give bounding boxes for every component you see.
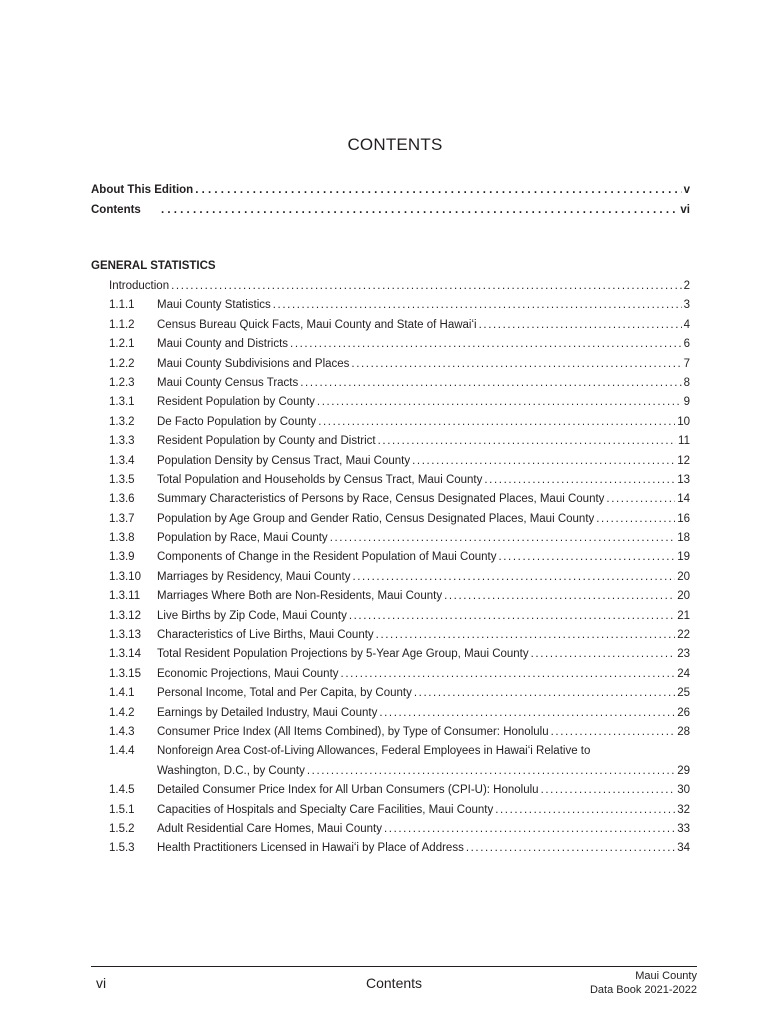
toc-entry[interactable] bbox=[109, 510, 690, 529]
toc-entry-page: 11 bbox=[678, 435, 690, 448]
toc-entry-page: vi bbox=[680, 204, 690, 216]
toc-entry-label: Health Practitioners Licensed in Hawaiʻi by Place of Address bbox=[157, 842, 464, 855]
toc-entry-page: 32 bbox=[677, 803, 690, 816]
toc-entry[interactable] bbox=[109, 452, 690, 471]
toc-entry-page: 12 bbox=[677, 454, 690, 467]
toc-entry-number: 1.1.1 bbox=[109, 299, 135, 312]
dot-leader bbox=[498, 548, 675, 567]
toc-entry-label: Maui County and Districts bbox=[157, 338, 289, 351]
toc-entry-number: 1.3.7 bbox=[109, 512, 135, 525]
toc-entry-label: Marriages Where Both are Non-Residents, Maui County bbox=[157, 590, 443, 603]
toc-entry-number: 1.5.2 bbox=[109, 822, 135, 835]
toc-entry-label: Components of Change in the Resident Population of Maui County bbox=[157, 551, 497, 564]
toc-entry-number: 1.3.13 bbox=[109, 629, 141, 642]
toc-entry-page: v bbox=[683, 184, 690, 196]
toc-entry[interactable] bbox=[109, 665, 690, 684]
toc-entry[interactable] bbox=[109, 781, 690, 800]
toc-entry-label: About This Edition bbox=[91, 184, 194, 196]
footer-page-number: vi bbox=[96, 975, 107, 991]
toc-entry-number: 1.2.2 bbox=[109, 357, 135, 370]
toc-entry[interactable] bbox=[109, 801, 690, 820]
dot-leader bbox=[414, 684, 675, 703]
footer-publication-line2: Data Book 2021-2022 bbox=[589, 984, 697, 996]
toc-entry-page: 10 bbox=[677, 415, 690, 428]
toc-entry-label: Population Density by Census Tract, Maui County bbox=[157, 454, 411, 467]
toc-front-entry-about[interactable] bbox=[91, 183, 690, 197]
toc-entry[interactable] bbox=[109, 607, 690, 626]
dot-leader bbox=[351, 355, 681, 374]
toc-entry[interactable] bbox=[109, 548, 690, 567]
dot-leader bbox=[317, 393, 682, 412]
toc-front-entry-contents[interactable] bbox=[91, 203, 690, 217]
toc-entry-number: 1.1.2 bbox=[109, 318, 135, 331]
toc-entry-number: 1.2.3 bbox=[109, 376, 135, 389]
toc-entry-label: Personal Income, Total and Per Capita, by County bbox=[157, 687, 412, 700]
toc-entry-page: 34 bbox=[677, 842, 690, 855]
toc-entry[interactable] bbox=[109, 568, 690, 587]
toc-entry-label: Maui County Census Tracts bbox=[157, 376, 299, 389]
toc-entry-label: Summary Characteristics of Persons by Race, Census Designated Places, Maui County bbox=[157, 493, 605, 506]
dot-leader bbox=[376, 626, 676, 645]
dot-leader bbox=[596, 510, 675, 529]
toc-entry[interactable] bbox=[109, 684, 690, 703]
dot-leader bbox=[444, 587, 675, 606]
footer-rule bbox=[91, 966, 697, 967]
toc-entry-label: De Facto Population by County bbox=[157, 415, 317, 428]
toc-entry-number: 1.3.15 bbox=[109, 667, 141, 680]
dot-leader bbox=[466, 839, 675, 858]
toc-entry-number: 1.2.1 bbox=[109, 338, 135, 351]
toc-entry-label: Population by Race, Maui County bbox=[157, 532, 328, 545]
toc-entry-page: 28 bbox=[677, 725, 690, 738]
dot-leader bbox=[541, 781, 676, 800]
toc-entry-page: 23 bbox=[677, 648, 690, 661]
toc-entry-number: 1.3.5 bbox=[109, 473, 135, 486]
toc-entry-label: Capacities of Hospitals and Specialty Care Facilities, Maui County bbox=[157, 803, 494, 816]
toc-entry[interactable] bbox=[109, 820, 690, 839]
toc-entry[interactable] bbox=[109, 742, 690, 761]
toc-entry[interactable] bbox=[109, 723, 690, 742]
toc-entry-page: 29 bbox=[677, 764, 690, 777]
toc-entry-page: 16 bbox=[677, 512, 690, 525]
dot-leader bbox=[495, 801, 675, 820]
toc-entry-label: Population by Age Group and Gender Ratio, Census Designated Places, Maui County bbox=[157, 512, 595, 525]
toc-entry-page: 26 bbox=[677, 706, 690, 719]
dot-leader bbox=[349, 607, 675, 626]
dot-leader bbox=[379, 704, 675, 723]
toc-entry-number: 1.5.3 bbox=[109, 842, 135, 855]
toc-entry-label: Maui County Subdivisions and Places bbox=[157, 357, 350, 370]
dot-leader bbox=[551, 723, 676, 742]
toc-entry-number: 1.4.1 bbox=[109, 687, 135, 700]
footer-publication bbox=[590, 969, 697, 997]
toc-entry[interactable] bbox=[109, 645, 690, 664]
toc-entry[interactable] bbox=[109, 413, 690, 432]
toc-entry-page: 18 bbox=[677, 532, 690, 545]
toc-entry[interactable] bbox=[109, 335, 690, 354]
dot-leader bbox=[300, 374, 681, 393]
toc-entry-page: 24 bbox=[677, 667, 690, 680]
toc-entry[interactable] bbox=[109, 432, 690, 451]
toc-entry-number: 1.3.1 bbox=[109, 396, 135, 409]
toc-entry-page: 2 bbox=[683, 280, 690, 292]
toc-entry-label: Adult Residential Care Homes, Maui County bbox=[157, 822, 382, 835]
toc-entry-label: Earnings by Detailed Industry, Maui County bbox=[157, 706, 378, 719]
toc-entry-page: 8 bbox=[683, 376, 690, 389]
toc-entry-introduction[interactable] bbox=[109, 277, 690, 296]
toc-entry-number: 1.3.10 bbox=[109, 570, 141, 583]
toc-entry-number: 1.3.6 bbox=[109, 493, 135, 506]
toc-entry[interactable] bbox=[109, 316, 690, 335]
toc-entry-label: Characteristics of Live Births, Maui County bbox=[157, 629, 374, 642]
toc-entry-page: 33 bbox=[677, 822, 690, 835]
toc-entry-label: Nonforeign Area Cost-of-Living Allowances, Federal Employees in Hawaiʻi Relative to bbox=[157, 745, 591, 758]
toc-entry-number: 1.3.3 bbox=[109, 435, 135, 448]
toc-entry[interactable] bbox=[109, 704, 690, 723]
toc-entry-label: Total Resident Population Projections by 5-Year Age Group, Maui County bbox=[157, 648, 529, 661]
toc-entry-number: 1.5.1 bbox=[109, 803, 135, 816]
toc-list bbox=[109, 277, 690, 859]
footer-publication-line1: Maui County bbox=[635, 970, 697, 982]
toc-entry[interactable] bbox=[109, 529, 690, 548]
toc-entry-number: 1.4.3 bbox=[109, 725, 135, 738]
toc-entry-label: Detailed Consumer Price Index for All Urban Consumers (CPI-U): Honolulu bbox=[157, 784, 539, 797]
toc-entry[interactable] bbox=[109, 296, 690, 315]
toc-entry-label: Census Bureau Quick Facts, Maui County and State of Hawaiʻi bbox=[157, 318, 477, 331]
dot-leader bbox=[307, 762, 675, 781]
toc-entry[interactable] bbox=[109, 355, 690, 374]
toc-entry-number: 1.4.5 bbox=[109, 784, 135, 797]
toc-entry-label: Marriages by Residency, Maui County bbox=[157, 570, 351, 583]
toc-entry[interactable] bbox=[109, 471, 690, 490]
toc-entry-label: Maui County Statistics bbox=[157, 299, 271, 312]
toc-entry-number: 1.3.12 bbox=[109, 609, 141, 622]
toc-entry-label: Contents bbox=[91, 204, 141, 216]
dot-leader bbox=[161, 203, 678, 217]
toc-entry-number: 1.3.4 bbox=[109, 454, 135, 467]
toc-entry-number: 1.3.2 bbox=[109, 415, 135, 428]
toc-entry[interactable] bbox=[109, 393, 690, 412]
toc-entry-page: 4 bbox=[683, 318, 690, 331]
toc-entry-page: 6 bbox=[683, 338, 690, 351]
toc-entry[interactable] bbox=[109, 490, 690, 509]
toc-entry-label: Washington, D.C., by County bbox=[157, 764, 305, 777]
toc-entry-page: 9 bbox=[683, 396, 690, 409]
toc-entry-number: 1.4.2 bbox=[109, 706, 135, 719]
dot-leader bbox=[273, 296, 682, 315]
toc-entry-label: Resident Population by County bbox=[157, 396, 315, 409]
toc-entry-label: Total Population and Households by Census Tract, Maui County bbox=[157, 473, 483, 486]
toc-entry-number: 1.3.8 bbox=[109, 532, 135, 545]
toc-entry[interactable] bbox=[109, 374, 690, 393]
dot-leader bbox=[352, 568, 675, 587]
toc-entry-page: 30 bbox=[677, 784, 690, 797]
toc-entry-page: 13 bbox=[677, 473, 690, 486]
dot-leader bbox=[290, 335, 682, 354]
toc-entry[interactable] bbox=[109, 839, 690, 858]
toc-entry-page: 14 bbox=[677, 493, 690, 506]
toc-entry-label: Consumer Price Index (All Items Combined), by Type of Consumer: Honolulu bbox=[157, 725, 549, 738]
toc-entry-number: 1.3.9 bbox=[109, 551, 135, 564]
toc-entry[interactable] bbox=[109, 626, 690, 645]
toc-entry-label: Resident Population by County and District bbox=[157, 435, 376, 448]
toc-entry-page: 19 bbox=[677, 551, 690, 564]
dot-leader bbox=[171, 277, 681, 296]
dot-leader bbox=[412, 452, 675, 471]
toc-entry-label: Live Births by Zip Code, Maui County bbox=[157, 609, 347, 622]
section-heading: GENERAL STATISTICS bbox=[91, 260, 216, 272]
toc-entry-number: 1.4.4 bbox=[109, 745, 135, 758]
dot-leader bbox=[531, 645, 676, 664]
toc-entry[interactable] bbox=[109, 762, 690, 781]
toc-entry-page: 20 bbox=[677, 590, 690, 603]
toc-entry-label: Economic Projections, Maui County bbox=[157, 667, 339, 680]
toc-entry-page: 21 bbox=[677, 609, 690, 622]
toc-entry-number: 1.3.14 bbox=[109, 648, 141, 661]
dot-leader bbox=[318, 413, 675, 432]
page-title: CONTENTS bbox=[347, 135, 443, 154]
dot-leader bbox=[378, 432, 676, 451]
dot-leader bbox=[341, 665, 676, 684]
toc-entry-page: 25 bbox=[677, 687, 690, 700]
dot-leader bbox=[195, 183, 681, 197]
dot-leader bbox=[330, 529, 676, 548]
toc-entry-label: Introduction bbox=[109, 280, 170, 292]
toc-entry-page: 20 bbox=[677, 570, 690, 583]
toc-entry-page: 3 bbox=[683, 299, 690, 312]
dot-leader bbox=[606, 490, 675, 509]
toc-entry[interactable] bbox=[109, 587, 690, 606]
toc-entry-page: 7 bbox=[683, 357, 690, 370]
dot-leader bbox=[484, 471, 675, 490]
toc-entry-page: 22 bbox=[677, 629, 690, 642]
footer-section-title: Contents bbox=[366, 975, 423, 991]
dot-leader bbox=[384, 820, 675, 839]
dot-leader bbox=[479, 316, 682, 335]
toc-entry-number: 1.3.11 bbox=[109, 590, 141, 603]
